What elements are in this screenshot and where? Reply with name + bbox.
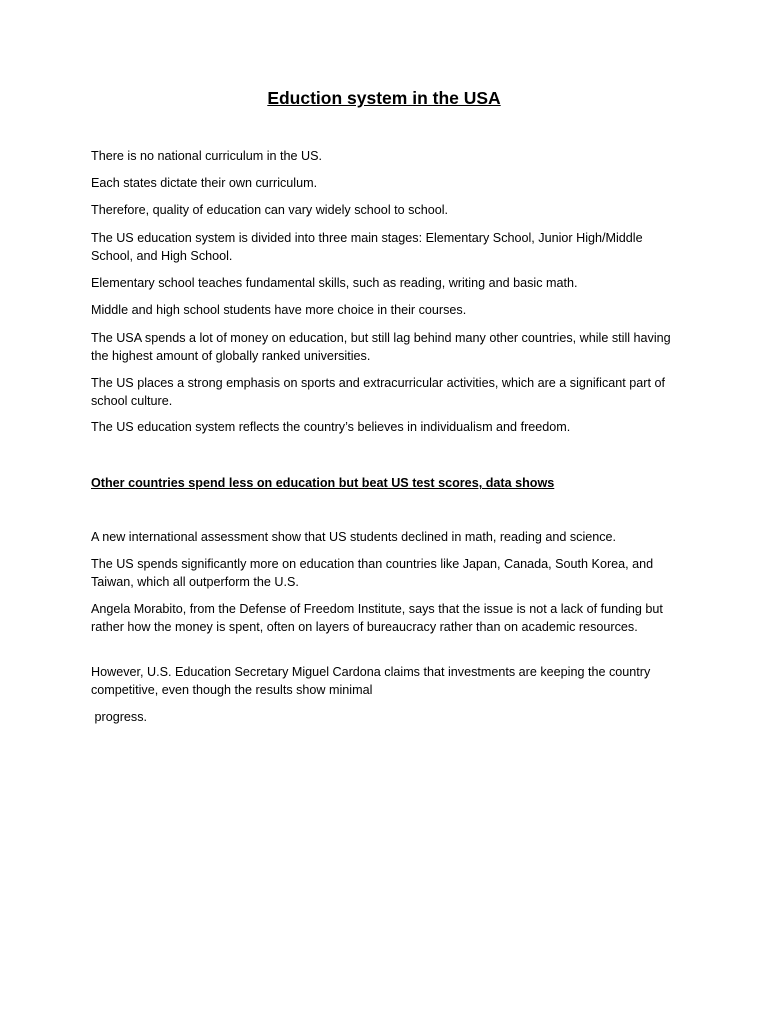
paragraph-9: The US education system reflects the country’s believes in individualism and freedom. [91,420,571,434]
paragraph-7: The USA spends a lot of money on education, but still lag behind many other countries, while still having the highest amount of globally ranked universities. [91,331,671,363]
section-heading: Other countries spend less on education but beat US test scores, data shows [91,476,555,490]
paragraph-3: Therefore, quality of education can vary widely school to school. [91,203,449,217]
document-title: Eduction system in the USA [267,88,501,108]
paragraph-13: However, U.S. Education Secretary Miguel Cardona claims that investments are keeping the country competitive, even though the results show minimal [91,665,651,697]
paragraph-6: Middle and high school students have more choice in their courses. [91,303,467,317]
paragraph-10: A new international assessment show that US students declined in math, reading and science. [91,530,617,544]
paragraph-8: The US places a strong emphasis on sports and extracurricular activities, which are a significant part of school culture. [91,376,665,408]
paragraph-1: There is no national curriculum in the US. [91,149,322,163]
paragraph-5: Elementary school teaches fundamental skills, such as reading, writing and basic math. [91,276,578,290]
paragraph-11: The US spends significantly more on education than countries like Japan, Canada, South Korea, and Taiwan, which all outperform the U.S. [91,557,654,589]
paragraph-4: The US education system is divided into three main stages: Elementary School, Junior High/Middle School, and High School. [91,231,643,263]
paragraph-2: Each states dictate their own curriculum. [91,176,318,190]
paragraph-14: progress. [91,710,147,724]
paragraph-12: Angela Morabito, from the Defense of Freedom Institute, says that the issue is not a lack of funding but rather how the money is spent, often on layers of bureaucracy rather than on academic resources. [91,602,663,634]
